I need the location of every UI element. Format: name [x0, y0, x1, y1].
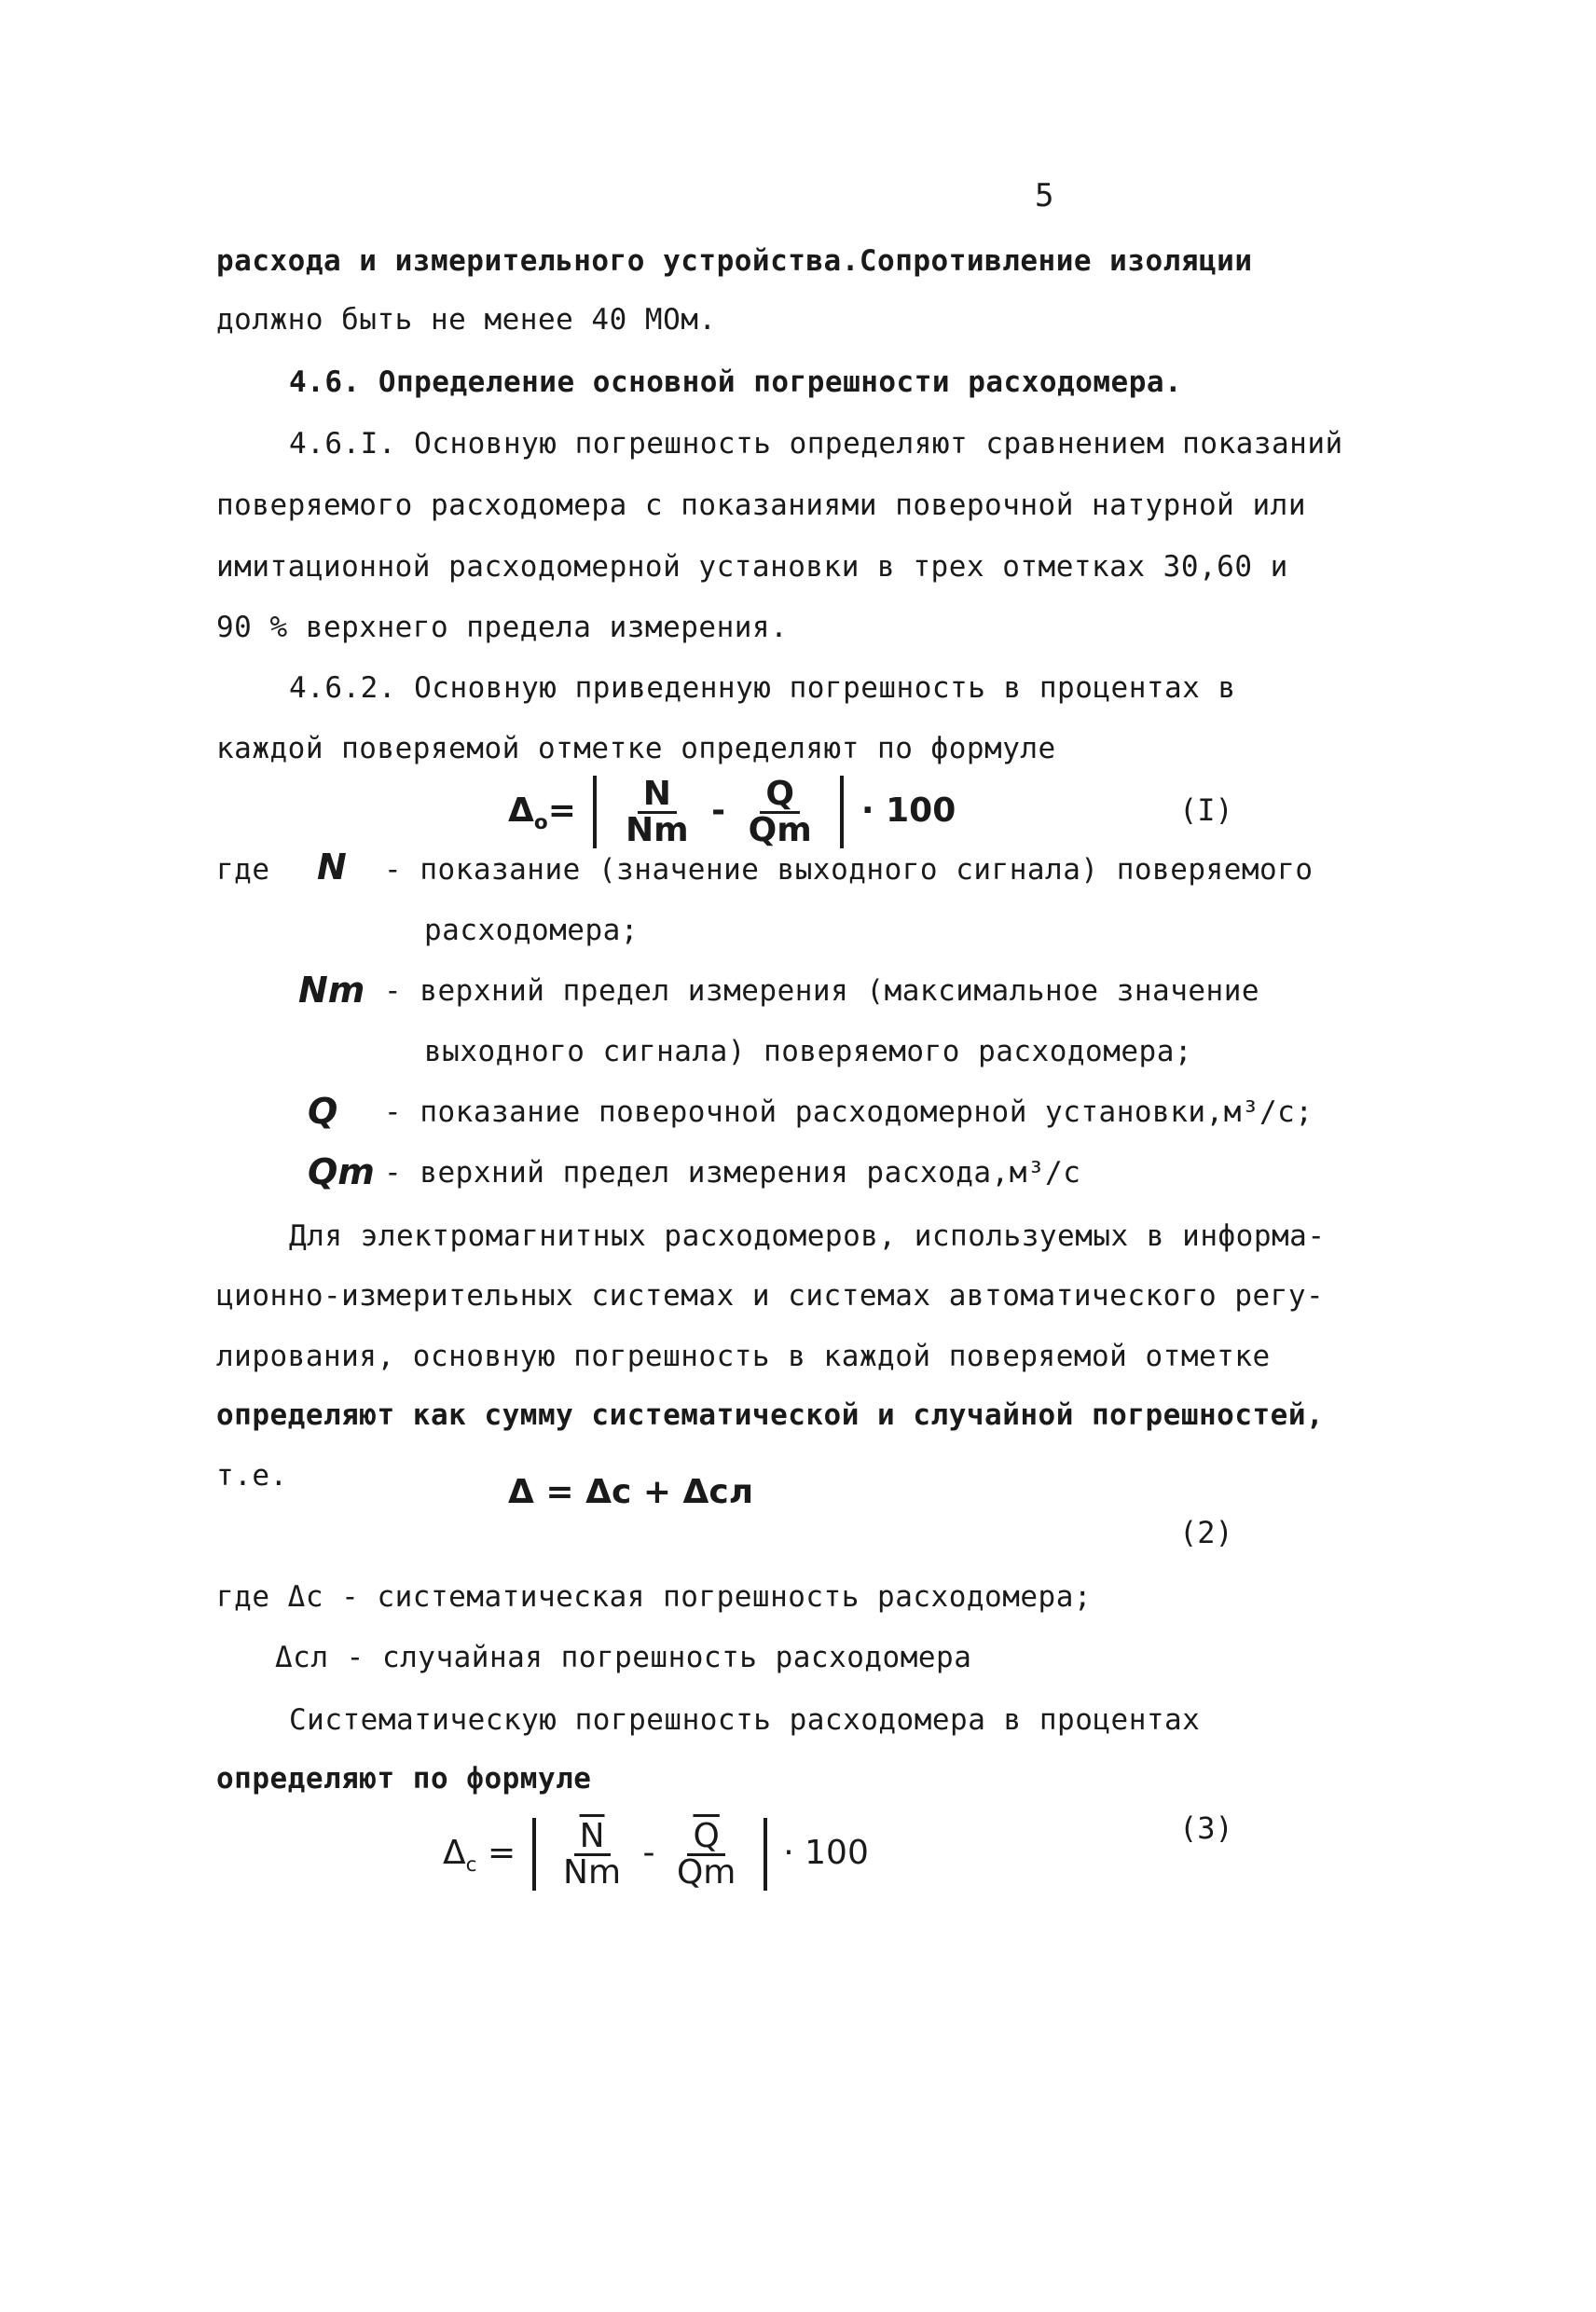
denominator: Qm — [676, 1852, 736, 1892]
symbol-nm: Nm — [298, 970, 365, 1011]
abs-bar-right — [764, 1818, 767, 1891]
symbol-qm: Qm — [308, 1151, 375, 1192]
formula-3 — [443, 1818, 869, 1891]
fraction-q — [743, 774, 818, 849]
text-line: имитационной расходомерной установки в трех отметках 30,60 и — [216, 550, 1288, 584]
text-line: должно быть не менее 40 МОм. — [216, 303, 717, 337]
symbol-n: N — [317, 846, 347, 888]
text-line: определяют по формуле — [216, 1762, 592, 1796]
definition-text: выходного сигнала) поверяемого расходомера; — [424, 1035, 1193, 1068]
text-line: Для электромагнитных расходомеров, используемых в информа- — [289, 1219, 1326, 1253]
denominator: Qm — [748, 810, 812, 849]
text-line: поверяемого расходомера с показаниями поверочной натурной или — [216, 489, 1306, 522]
multiplier: · 100 — [860, 791, 956, 830]
formula-number: (I) — [1179, 792, 1233, 828]
delta-symbol: Δ — [508, 791, 534, 830]
section-heading: 4.6. Определение основной погрешности расходомера. — [289, 365, 1183, 399]
formula-number: (3) — [1179, 1810, 1233, 1846]
text-line: 4.6.I. Основную погрешность определяют сравнением показаний — [289, 427, 1343, 461]
abs-bar-left — [532, 1818, 536, 1891]
fraction-q — [671, 1816, 741, 1892]
equals-sign: = — [547, 791, 576, 830]
fraction-n — [620, 774, 695, 849]
text-line: Систематическую погрешность расходомера в процентах — [289, 1703, 1201, 1737]
definition-text: - показание (значение выходного сигнала) поверяемого — [384, 853, 1314, 887]
delta-symbol: Δ — [443, 1834, 466, 1872]
symbol-q: Q — [308, 1091, 338, 1132]
denominator: Nm — [563, 1852, 622, 1892]
definition-text: Δсл - случайная погрешность расходомера — [275, 1641, 972, 1674]
text-line: определяют как сумму систематической и случайной погрешностей, — [216, 1398, 1325, 1432]
formula-2: Δ = Δс + Δсл — [508, 1473, 754, 1511]
definition-text: расходомера; — [424, 914, 639, 947]
definition-text: где Δс - систематическая погрешность расходомера; — [216, 1580, 1093, 1614]
abs-bar-left — [593, 776, 597, 848]
multiplier: · 100 — [783, 1834, 869, 1872]
text-line: 90 % верхнего предела измерения. — [216, 611, 789, 644]
numerator: $\overline{N}$ — [574, 1820, 611, 1856]
text-line: т.е. — [216, 1459, 288, 1493]
abs-bar-right — [840, 776, 844, 848]
numerator: N — [638, 778, 677, 814]
text-line: ционно-измерительных системах и системах автоматического регу- — [216, 1279, 1325, 1313]
text-line: лирования, основную погрешность в каждой поверяемой отметке — [216, 1340, 1271, 1373]
delta-subscript: о — [533, 811, 548, 835]
text-line: 4.6.2. Основную приведенную погрешность в процентах в — [289, 671, 1236, 705]
definition-text: - верхний предел измерения расхода,м³/с — [384, 1156, 1081, 1190]
fraction-n — [557, 1816, 626, 1892]
definition-text: - показание поверочной расходомерной установки,м³/с; — [384, 1095, 1314, 1129]
minus-sign: - — [711, 791, 726, 830]
text-line: расхода и измерительного устройства.Сопротивление изоляции — [216, 244, 1253, 278]
text-line: каждой поверяемой отметке определяют по формуле — [216, 732, 1056, 765]
minus-sign: - — [642, 1834, 655, 1872]
numerator: Q — [760, 778, 800, 814]
formula-1 — [508, 776, 956, 848]
numerator: $\overline{Q}$ — [687, 1820, 724, 1856]
definition-text: - верхний предел измерения (максимальное значение — [384, 974, 1260, 1008]
equals-sign: = — [487, 1834, 516, 1872]
formula-number: (2) — [1179, 1515, 1233, 1550]
where-label: где — [216, 853, 270, 887]
delta-subscript: с — [465, 1853, 477, 1878]
denominator: Nm — [625, 810, 689, 849]
page-number: 5 — [1035, 177, 1054, 214]
